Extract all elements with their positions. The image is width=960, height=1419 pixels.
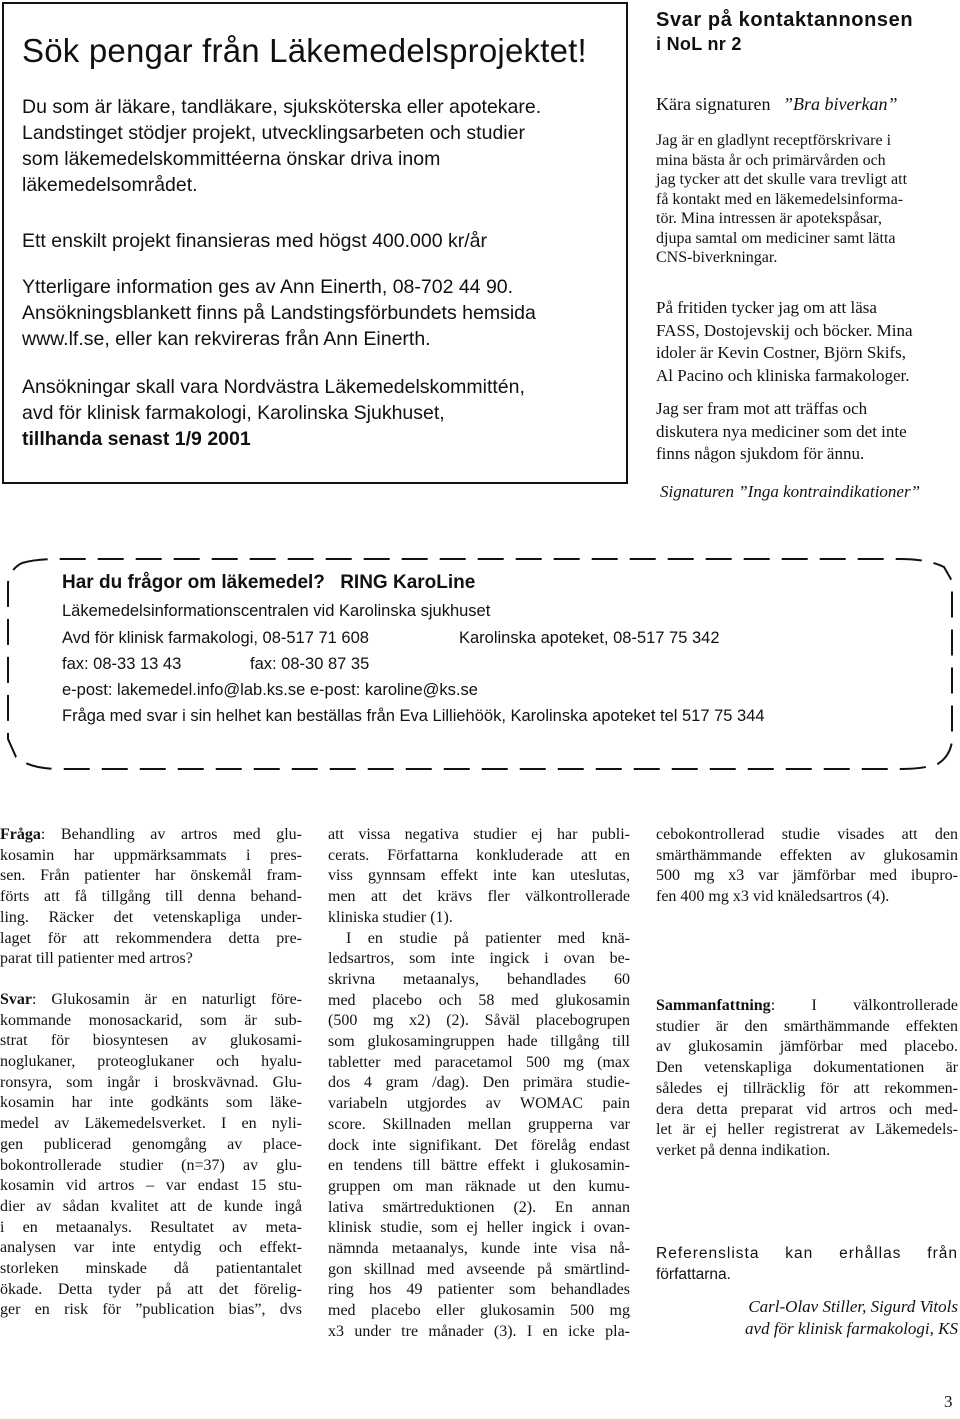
authors <box>656 1296 958 1340</box>
text-line: som läkemedelskommittéerna önskar driva inom <box>22 148 441 170</box>
text-line: medel av Läkemedelsverket. I en nyli- <box>0 1115 302 1133</box>
text-line: viss gynnsam effekt inte kan uteslutas, <box>328 867 630 885</box>
text-line: få kontakt med en läkemedelsinforma- <box>656 190 904 208</box>
text-line: gruppen om man räknade ut den kumu- <box>328 1177 630 1195</box>
text-line: Den vetenskapliga dokumentationen är <box>656 1059 958 1077</box>
text-line: således ej tillräcklig för att rekommen- <box>656 1079 958 1097</box>
text-line: ling. Räcker det vetenskapliga under- <box>0 908 302 926</box>
text-line: Fråga: Behandling av artros med glu- <box>0 826 302 843</box>
text-line: med placebo och 58 med glukosamin <box>328 991 630 1009</box>
text-line: idoler är Kevin Costner, Björn Skifs, <box>656 343 907 362</box>
text-line: nämnda metaanalys, kunde inte visa nå- <box>328 1240 630 1258</box>
reply-signature: Signaturen ”Inga kontraindikationer” <box>660 482 921 501</box>
author-affiliation: avd för klinisk farmakologi, KS <box>745 1319 958 1338</box>
text-line: jag tycker att det skulle vara trevligt att <box>656 171 908 188</box>
karoline-heading <box>62 572 475 594</box>
text-line: Al Pacino och kliniska farmakologer. <box>656 365 910 385</box>
grant-deadline: tillhanda senast 1/9 2001 <box>22 428 251 450</box>
karoline-fax-2: fax: 08-30 87 35 <box>250 655 370 673</box>
text-line: noglukaner, proteoglukaner och hyalu- <box>0 1053 302 1071</box>
grant-contact <box>22 274 536 352</box>
text-line: Sammanfattning: I välkontrollerade <box>656 997 958 1014</box>
grant-announcement-box <box>2 2 628 484</box>
text-line: Ansökningsblankett finns på Landstingsförbundets hemsida <box>22 302 536 324</box>
article-summary <box>656 996 958 1162</box>
text-line: ledsartros, som inte ingick i ovan be- <box>328 950 630 968</box>
reply-subtitle: i NoL nr 2 <box>656 34 742 54</box>
text-line: score. Skillnaden mellan grupperna var <box>328 1115 630 1133</box>
text-line: let är ej heller registrerat av Läkemedels- <box>656 1121 958 1139</box>
text-line: verket på denna indikation. <box>656 1141 831 1159</box>
karoline-order: Fråga med svar i sin helhet kan beställas från Eva Lilliehöök, Karolinska apoteket tel 517 75 344 <box>62 707 765 725</box>
karoline-email: e-post: lakemedel.info@lab.ks.se e-post: karoline@ks.se <box>62 681 478 699</box>
text-line: ronsyra, som ingår i broskvävnad. Glu- <box>0 1073 302 1091</box>
page-number: 3 <box>944 1392 953 1411</box>
text-line: analysen var inte entydig och effekt- <box>0 1239 302 1257</box>
text-line: klinisk studie, som ej heller ingick i ovan- <box>328 1219 630 1237</box>
text-line: en tendens till bättre effekt i glukosamin- <box>328 1157 630 1175</box>
karoline-dept-1: Avd för klinisk farmakologi, 08-517 71 608 <box>62 629 369 647</box>
text-line: dier av sådan kvalitet att de kunde ingå <box>0 1197 302 1215</box>
text-line: Referenslista kan erhållas från <box>656 1245 958 1262</box>
reply-paragraph-3 <box>656 398 907 466</box>
text-line: FASS, Dostojevskij och böcker. Mina <box>656 320 913 340</box>
text-line: Landstinget stödjer projekt, utvecklingsarbeten och studier <box>22 122 525 144</box>
references-note <box>656 1244 958 1285</box>
text-line: avd för klinisk farmakologi, Karolinska Sjukhuset, <box>22 402 445 424</box>
karoline-fax-1: fax: 08-33 13 43 <box>62 655 182 673</box>
answer-label: Svar <box>0 990 32 1008</box>
text-line: ger en risk för ”publication bias”, dvs <box>0 1301 302 1319</box>
karoline-center: Läkemedelsinformationscentralen vid Karolinska sjukhuset <box>62 602 491 620</box>
author-names: Carl-Olav Stiller, Sigurd Vitols <box>748 1297 958 1316</box>
text-line: dos 4 gram /dag). Den primära studie- <box>328 1074 630 1092</box>
text-line: strat för biosyntesen av glukosami- <box>0 1032 302 1050</box>
article-column-1 <box>0 825 302 1321</box>
text-line: läkemedelsområdet. <box>22 174 198 196</box>
text-line: kosamin vid artros – var endast 15 stu- <box>0 1177 302 1195</box>
text-line: ring hos 49 patienter som behandlades <box>328 1281 630 1299</box>
text-line: finns någon sjukdom för ännu. <box>656 444 865 463</box>
article-column-2 <box>328 825 630 1343</box>
text-line: ökade. Detta tyder på att det förelig- <box>0 1280 302 1298</box>
grant-funding: Ett enskilt projekt finansieras med högst 400.000 kr/år <box>22 230 487 252</box>
text-line: men att det krävs fler välkontrollerade <box>328 888 630 906</box>
text-line: I en studie på patienter med knä- <box>346 929 630 947</box>
reply-greeting <box>656 95 897 115</box>
text-line: gon skillnad med avseende på smärtlind- <box>328 1260 630 1278</box>
text-line: x3 under tre månader (3). I en icke pla- <box>328 1322 630 1340</box>
text-line: Jag ser fram mot att träffas och <box>656 399 868 418</box>
text-line: (500 mg x2) (2). Såväl placebogrupen <box>328 1012 630 1030</box>
reply-paragraph-1 <box>656 131 907 268</box>
text-line: diskutera nya mediciner som det inte <box>656 421 907 441</box>
grant-application <box>22 374 525 452</box>
text-line: 500 mg x3 var jämförbar med ibupro- <box>656 867 958 885</box>
reply-title: Svar på kontaktannonsen <box>656 9 914 31</box>
text-line: Jag är en gladlynt receptförskrivare i <box>656 132 892 149</box>
summary-label: Sammanfattning <box>656 997 771 1014</box>
text-line: Ansökningar skall vara Nordvästra Läkemedelskommittén, <box>22 376 525 398</box>
text-line: studier är den smärthämmande effekten <box>656 1017 958 1035</box>
text-line: cerats. Författarna konkluderade att en <box>328 846 630 864</box>
article-column-3 <box>656 825 958 908</box>
text-line: i en metaanalys. Resultatet av meta- <box>0 1218 302 1236</box>
text-line: bokontrollerade studier (n=37) av glu- <box>0 1156 302 1174</box>
text-line: kosamin har uppmärksammats i pres- <box>0 846 302 864</box>
text-line: storleken minskade då patientantalet <box>0 1260 302 1278</box>
grant-intro <box>22 94 541 198</box>
text-line: gen publicerad genomgång av place- <box>0 1135 302 1153</box>
text-line: av glukosamin jämförbar med placebo. <box>656 1038 958 1056</box>
text-line: förts att få tillgång till denna behand- <box>0 888 302 906</box>
text-line: kosamin har inte godkänts som läke- <box>0 1094 302 1112</box>
text-line: lativa smärtreduktionen (2). En annan <box>328 1198 630 1216</box>
question-label: Fråga <box>0 826 41 843</box>
text-line: parat till patienter med artros? <box>0 950 193 968</box>
text-line: att vissa negativa studier ej har publi- <box>328 826 630 843</box>
greeting-prefix: Kära signaturen <box>656 94 771 114</box>
text-line: dera detta preparat vid artros och med- <box>656 1100 958 1118</box>
text-line: Svar: Glukosamin är en naturligt före- <box>0 990 302 1008</box>
text-line: kliniska studier (1). <box>328 908 453 926</box>
text-line: variabeln utgjordes av WOMAC pain <box>328 1095 630 1113</box>
karoline-question: Har du frågor om läkemedel? <box>62 572 325 593</box>
text-line: sen. Från patienter har önskemål fram- <box>0 867 302 885</box>
text-line: cebokontrollerad studie visades att den <box>656 826 958 843</box>
text-line: tör. Mina intressen är apotekspåsar, <box>656 210 882 227</box>
text-line: www.lf.se, eller kan rekvireras från Ann Einerth. <box>22 328 431 350</box>
text-line: På fritiden tycker jag om att läsa <box>656 298 877 317</box>
text-line: tabletter med paracetamol 500 mg (max <box>328 1053 630 1071</box>
text-line: smärthämmande effekten av glukosamin <box>656 846 958 864</box>
karoline-ring: RING KaroLine <box>340 572 476 593</box>
text-line: CNS-biverkningar. <box>656 249 778 266</box>
text-line: djupa samtal om mediciner samt lätta <box>656 229 896 247</box>
karoline-dept-2: Karolinska apoteket, 08-517 75 342 <box>459 629 720 647</box>
text-line: fen 400 mg x3 vid knäledsartros (4). <box>656 888 890 906</box>
text-line: skrivna metaanalys, behandlades 60 <box>328 970 630 988</box>
reply-heading <box>656 8 913 56</box>
text-line: med placebo eller glukosamin 500 mg <box>328 1302 630 1320</box>
text-line: Ytterligare information ges av Ann Einerth, 08-702 44 90. <box>22 276 514 298</box>
text-line: laget för att rekommendera detta pre- <box>0 929 302 947</box>
reply-paragraph-2 <box>656 297 913 387</box>
text-line: Du som är läkare, tandläkare, sjuksköterska eller apotekare. <box>22 96 542 118</box>
greeting-name: ”Bra biverkan” <box>782 94 898 114</box>
grant-title: Sök pengar från Läkemedelsprojektet! <box>22 32 587 69</box>
text-line: mina bästa år och primärvården och <box>656 151 886 169</box>
text-line: som glukosamingruppen hade tillgång till <box>328 1033 630 1051</box>
text-line: dock inte signifikant. Det förelåg endast <box>328 1136 630 1154</box>
text-line: kommande monosackarid, som är sub- <box>0 1011 302 1029</box>
text-line: författarna. <box>656 1265 731 1283</box>
